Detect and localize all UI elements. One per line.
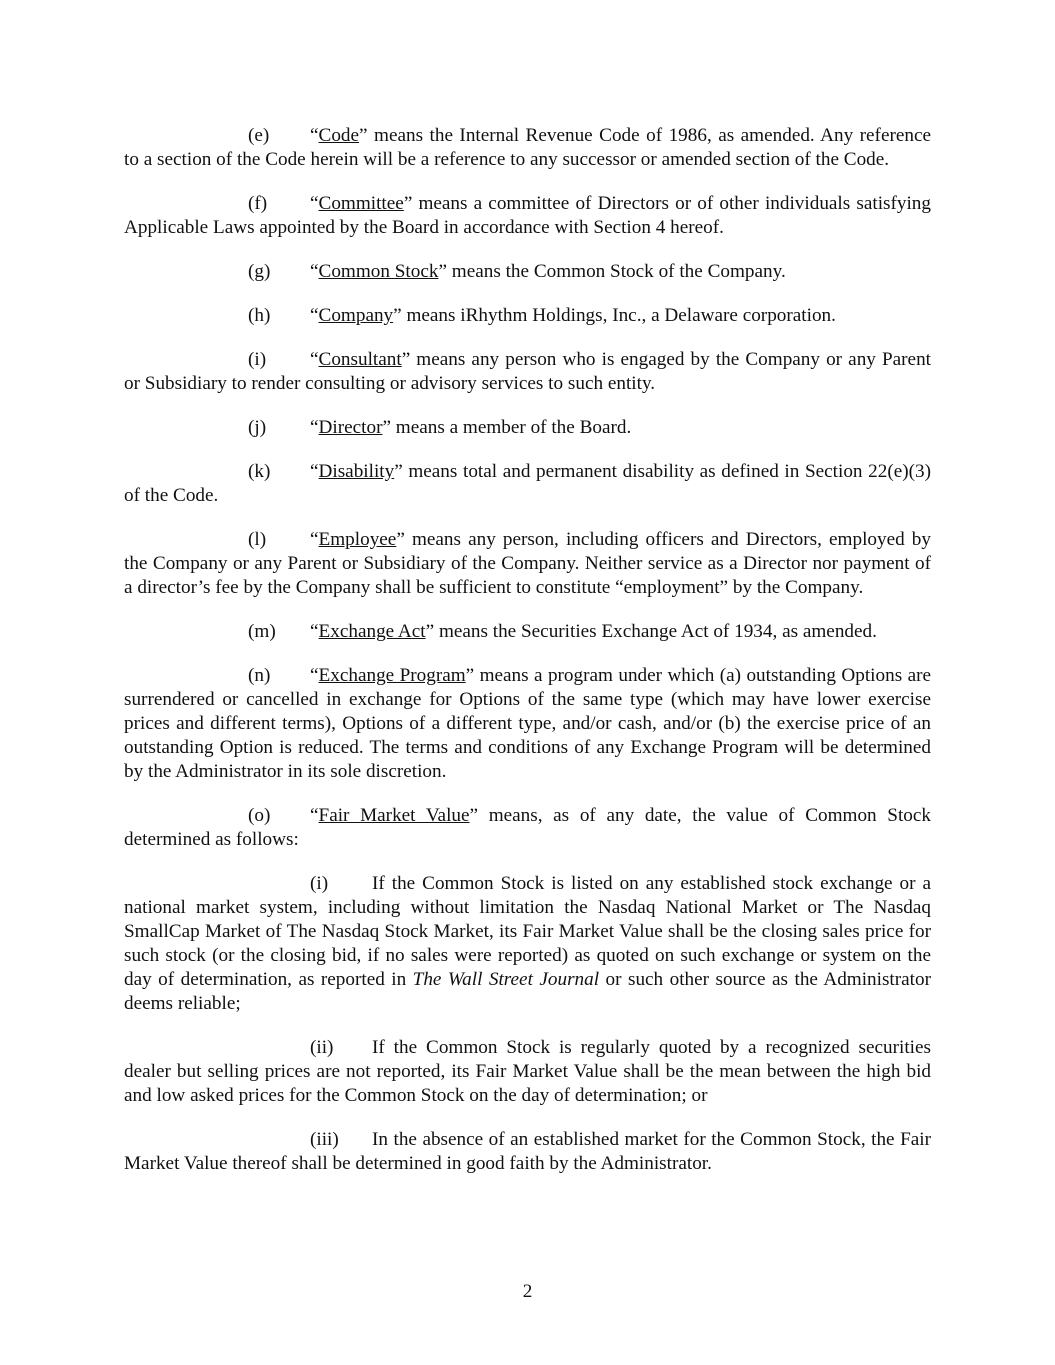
defined-term: Fair Market Value: [318, 805, 470, 826]
definition-disability: [124, 460, 931, 508]
subparagraph-label: (i): [310, 873, 329, 894]
definition-consultant: [124, 348, 931, 396]
definition-text: ” means the Internal Revenue Code of 1986, as amended. Any reference to a section of the Code herein will be a reference to any successor or amended section of the Code.: [124, 125, 931, 170]
subparagraph-text: If the Common Stock is regularly quoted by a recognized securities dealer but selling prices are not reported, its Fair Market Value shall be the mean between the high bid and low asked prices for the Common Stock on the day of determination; or: [124, 1037, 931, 1106]
definition-text: ” means a member of the Board.: [382, 417, 632, 438]
defined-term: Company: [318, 305, 394, 326]
definition-label: (j): [248, 417, 267, 438]
open-quote: “: [310, 621, 319, 642]
defined-term: Exchange Program: [318, 665, 466, 686]
definition-text: ” means any person, including officers and Directors, employed by the Company or any Parent or Subsidiary of the Company. Neither service as a Director nor payment of a director’s fee by the Company shall be sufficient to constitute “employment” by the Company.: [124, 529, 931, 598]
defined-term: Director: [318, 417, 383, 438]
defined-term: Consultant: [318, 349, 402, 370]
definition-text: ” means total and permanent disability as defined in Section 22(e)(3) of the Code.: [124, 461, 931, 506]
definition-label: (l): [248, 529, 267, 550]
defined-term: Employee: [318, 529, 397, 550]
definition-text: ” means the Common Stock of the Company.: [438, 261, 786, 282]
definition-code: [124, 124, 931, 172]
definition-common-stock: [124, 260, 931, 284]
subparagraph-no-market: [124, 1128, 931, 1176]
subparagraph-text: If the Common Stock is listed on any established stock exchange or a national market system, including without limitation the Nasdaq National Market or The Nasdaq SmallCap Market of The Nasdaq Stock Market, its Fair Market Value shall be the closing sales price for such stock (or the closing bid, if no sales were reported) as quoted on such exchange or system on the day of determination, as reported in: [124, 873, 931, 990]
definition-label: (k): [248, 461, 271, 482]
subparagraph-listed-exchange: [124, 872, 931, 1016]
definition-label: (m): [248, 621, 276, 642]
definition-fair-market-value: [124, 804, 931, 852]
open-quote: “: [310, 261, 319, 282]
open-quote: “: [310, 665, 319, 686]
subparagraph-label: (ii): [310, 1037, 334, 1058]
definition-exchange-act: [124, 620, 931, 644]
definition-text: ” means iRhythm Holdings, Inc., a Delaware corporation.: [393, 305, 836, 326]
definition-label: (g): [248, 261, 271, 282]
defined-term: Committee: [318, 193, 404, 214]
open-quote: “: [310, 305, 319, 326]
definition-company: [124, 304, 931, 328]
subparagraph-label: (iii): [310, 1129, 339, 1150]
definition-text: ” means any person who is engaged by the Company or any Parent or Subsidiary to render consulting or advisory services to such entity.: [124, 349, 931, 394]
definition-label: (i): [248, 349, 267, 370]
definition-text: ” means, as of any date, the value of Common Stock determined as follows:: [124, 805, 931, 850]
definition-text: ” means a committee of Directors or of other individuals satisfying Applicable Laws appointed by the Board in accordance with Section 4 hereof.: [124, 193, 931, 238]
open-quote: “: [310, 529, 319, 550]
definition-label: (f): [248, 193, 268, 214]
definition-text: ” means a program under which (a) outstanding Options are surrendered or cancelled in exchange for Options of the same type (which may have lower exercise prices and different terms), Options of a different type, and/or cash, and/or (b) the exercise price of an outstanding Option is reduced. The terms and conditions of any Exchange Program will be determined by the Administrator in its sole discretion.: [124, 665, 931, 782]
defined-term: Code: [318, 125, 360, 146]
definition-exchange-program: [124, 664, 931, 784]
page-number: 2: [522, 1281, 533, 1302]
definition-director: [124, 416, 931, 440]
document-page: [124, 124, 931, 1196]
defined-term: Exchange Act: [318, 621, 426, 642]
open-quote: “: [310, 193, 319, 214]
subparagraph-text-end: or such other source as the Administrator deems reliable;: [124, 969, 931, 1014]
defined-term: Common Stock: [318, 261, 439, 282]
open-quote: “: [310, 417, 319, 438]
definition-label: (o): [248, 805, 271, 826]
definition-committee: [124, 192, 931, 240]
subparagraph-securities-dealer: [124, 1036, 931, 1108]
definition-label: (e): [248, 125, 270, 146]
definition-text: ” means the Securities Exchange Act of 1934, as amended.: [425, 621, 877, 642]
publication-title: The Wall Street Journal: [412, 969, 600, 990]
definition-label: (n): [248, 665, 271, 686]
subparagraph-text: In the absence of an established market for the Common Stock, the Fair Market Value thereof shall be determined in good faith by the Administrator.: [124, 1129, 931, 1174]
definition-label: (h): [248, 305, 271, 326]
defined-term: Disability: [318, 461, 395, 482]
definition-employee: [124, 528, 931, 600]
open-quote: “: [310, 125, 319, 146]
open-quote: “: [310, 805, 319, 826]
open-quote: “: [310, 349, 319, 370]
open-quote: “: [310, 461, 319, 482]
